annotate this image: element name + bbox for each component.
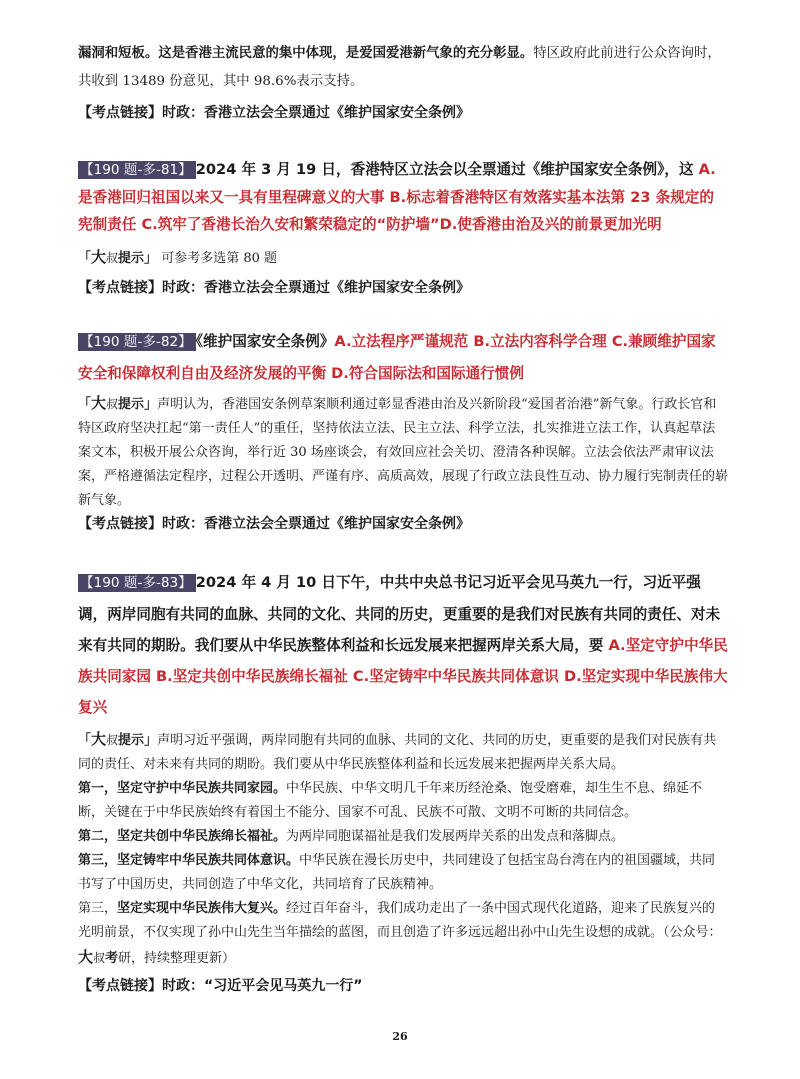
- question-81: [78, 156, 728, 299]
- point-four-tail: 研，持续整理更新）: [118, 951, 236, 966]
- point-four: [78, 897, 728, 971]
- intro-bold-text: 漏洞和短板。这是香港主流民意的集中体现，是爱国爱港新气象的充分彰显。: [78, 46, 534, 61]
- exam-point-link-1: 【考点链接】时政：香港立法会全票通过《维护国家安全条例》: [78, 105, 470, 121]
- question-81-stem: 2024 年 3 月 19 日，香港特区立法会以全票通过《维护国家安全条例》，这: [195, 161, 699, 178]
- question-82-tip: [78, 391, 728, 513]
- point-three: [78, 849, 728, 897]
- point-one-head: 第一，坚定守护中华民族共同家园。: [78, 781, 287, 796]
- question-82-options: A.立法程序严谨规范 B.立法内容科学合理 C.兼顾维护国家安全和保障权利自由及经济发展的平衡 D.符合国际法和国际通行惯例: [78, 333, 716, 382]
- point-one-text: 中华民族、中华文明几千年来历经沧桑、饱受磨难，却生生不息、绵延不断，关键在于中华民族始终有着国土不能分、国家不可乱、民族不可散、文明不可断的共同信念。: [78, 781, 703, 820]
- point-four-head: 坚定实现中华民族伟大复兴。: [117, 901, 287, 916]
- point-two: [78, 825, 728, 849]
- intro-paragraph: [78, 40, 728, 96]
- question-83-tip: [78, 727, 728, 777]
- question-83-body: [78, 567, 728, 723]
- question-82-body: [78, 326, 728, 389]
- exam-point-link-3: 【考点链接】时政：香港立法会全票通过《维护国家安全条例》: [78, 516, 470, 532]
- question-81-tip-text: 可参考多选第 80 题: [161, 251, 278, 266]
- point-three-head: 第三，坚定铸牢中华民族共同体意识。: [78, 853, 300, 868]
- point-one: [78, 777, 728, 825]
- exam-point-link-2: 【考点链接】时政：香港立法会全票通过《维护国家安全条例》: [78, 280, 470, 296]
- point-four-text: 经过百年奋斗，我们成功走出了一条中国式现代化道路，迎来了民族复兴的光明前景，不仅实现了孙中山先生当年描绘的蓝图，而且创造了许多远远超出孙中山先生设想的成就。（公众号：: [78, 901, 722, 940]
- question-81-body: [78, 156, 728, 238]
- question-82-stem: 《维护国家安全条例》: [195, 333, 335, 350]
- question-83-stem: 2024 年 4 月 10 日下午，中共中央总书记习近平会见马英九一行，习近平强调，两岸同胞有共同的血脉、共同的文化、共同的历史，更重要的是我们对民族有共同的责任、对未来有共同的期盼。我们要从中华民族整体利益和长远发展来把握两岸关系大局，要: [78, 574, 721, 654]
- question-81-options: A.是香港回归祖国以来又一具有里程碑意义的大事 B.标志着香港特区有效落实基本法第 23 条规定的宪制责任 C.筑牢了香港长治久安和繁荣稳定的“防护墙”D.使香港由治及兴的前景更加光明: [78, 161, 716, 233]
- page-number: 26: [392, 1030, 408, 1043]
- tip-label: 「大叔提示」: [78, 730, 158, 748]
- question-82-badge: 【190 题-多-82】: [78, 333, 196, 351]
- question-83-options: A.坚定守护中华民族共同家园 B.坚定共创中华民族绵长福祉 C.坚定铸牢中华民族共同体意识 D.坚定实现中华民族伟大复兴: [78, 637, 728, 716]
- point-two-head: 第二，坚定共创中华民族绵长福祉。: [78, 829, 287, 844]
- brand-label: 大叔考: [78, 948, 119, 966]
- intro-plain-text: 特区政府此前进行公众咨询时，共收到 13489 份意见，其中 98.6%表示支持。: [78, 46, 721, 89]
- tip-label: 「大叔提示」: [78, 248, 158, 266]
- point-three-text: 中华民族在漫长历史中，共同建设了包括宝岛台湾在内的祖国疆域，共同书写了中国历史，共同创造了中华文化，共同培育了民族精神。: [78, 853, 716, 892]
- point-two-text: 为两岸同胞谋福祉是我们发展两岸关系的出发点和落脚点。: [286, 829, 625, 844]
- point-four-prefix: 第三，: [78, 901, 118, 916]
- exam-point-link-4: 【考点链接】时政：“习近平会见马英九一行”: [78, 978, 363, 994]
- question-81-tip: [78, 245, 728, 271]
- question-83-tip-text: 声明习近平强调，两岸同胞有共同的血脉、共同的文化、共同的历史，更重要的是我们对民族有共同的责任、对未来有共同的期盼。我们要从中华民族整体利益和长远发展来把握两岸关系大局。: [78, 733, 717, 772]
- tip-label: 「大叔提示」: [78, 394, 158, 412]
- question-83: [78, 567, 728, 997]
- question-82-tip-text: 声明认为，香港国安条例草案顺利通过彰显香港由治及兴新阶段“爱国者治港”新气象。行政长官和特区政府坚决扛起“第一责任人”的重任，坚持依法立法、民主立法、科学立法，扎实推进立法工作，认真起草法案文本，积极开展公众咨询，举行近 30 场座谈会，有效回应社会关切、澄清各种误解。立法会依法严肃审议法案，严格遵循法定程序，过程公开透明、严谨有序、高质高效，展现了行政立法良性互动、协力履行宪制责任的崭新气象。: [78, 397, 729, 508]
- question-82: [78, 326, 728, 535]
- question-81-badge: 【190 题-多-81】: [78, 161, 196, 179]
- question-83-badge: 【190 题-多-83】: [78, 574, 196, 592]
- intro-block: [78, 40, 728, 124]
